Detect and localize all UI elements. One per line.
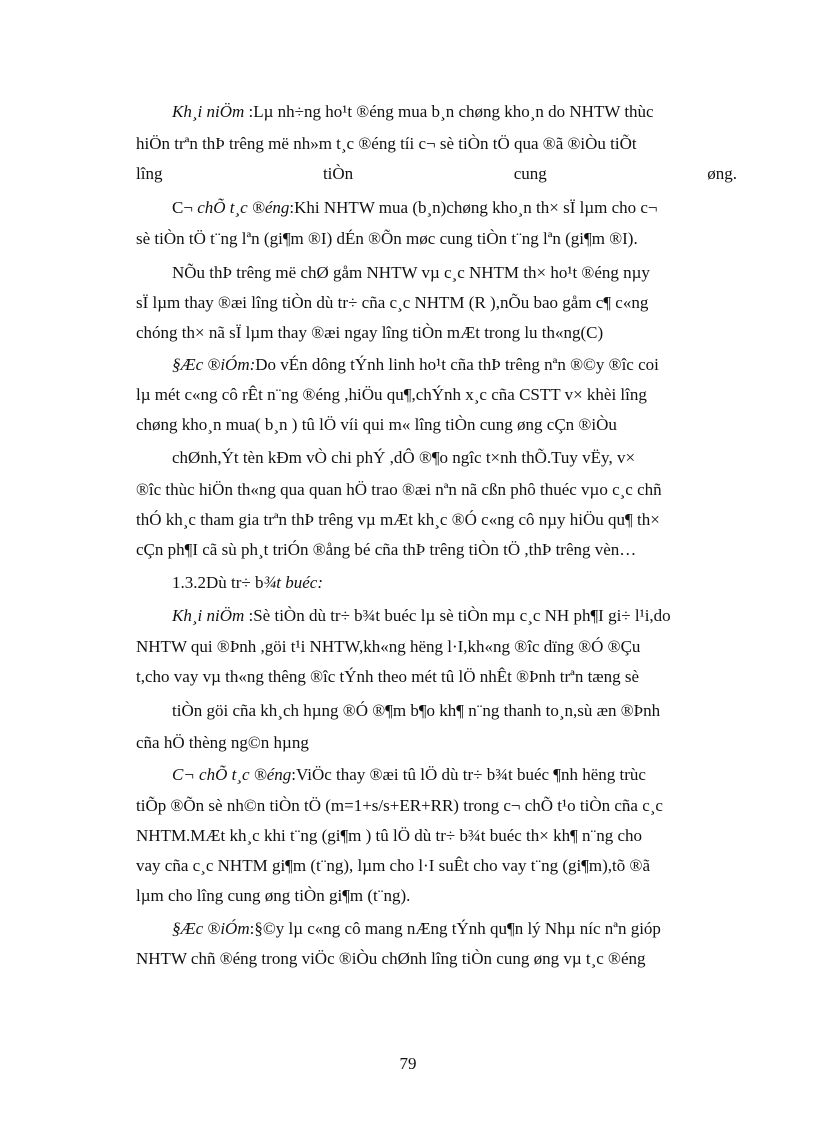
p6-line-2: tiÕp ®Õn sè nh©n tiÒn tÖ (m=1+s/s+ER+RR) trong c¬ chÕ t¹o tiÒn cña c¸c bbox=[136, 796, 663, 815]
term-khai-niem-2: Kh¸i niÖm bbox=[172, 606, 245, 625]
p2-line-2: sè tiÒn tÖ t¨ng lªn (gi¶m ®I) dÉn ®Õn møc cung tiÒn t¨ng lªn (gi¶m ®I). bbox=[136, 229, 638, 248]
term-co-che: chÕ t¸c ®éng bbox=[197, 198, 290, 217]
p3-line-3: chóng th× nã sÏ lµm thay ®æi ngay lîng tiÒn mÆt trong lu th«ng(C) bbox=[136, 323, 604, 342]
p6-line-3: NHTM.MÆt kh¸c khi t¨ng (gi¶m ) tû lÖ dù tr÷ b¾t buéc th× kh¶ n¨ng cho bbox=[136, 826, 643, 845]
term-khai-niem: Kh¸i niÖm bbox=[172, 102, 245, 121]
p5-line-4: tiÒn göi cña kh¸ch hµng ®Ó ®¶m b¶o kh¶ n¨ng thanh to¸n,sù æn ®Þnh bbox=[172, 701, 661, 720]
p6-line-5: lµm cho lîng cung øng tiÒn gi¶m (t¨ng). bbox=[136, 886, 411, 905]
p3-line-2: sÏ lµm thay ®æi lîng tiÒn dù tr÷ cña c¸c NHTM (R ),nÕu bao gåm c¶ c«ng bbox=[136, 293, 649, 312]
p1-line-2: hiÖn trªn thÞ trêng më nh»m t¸c ®éng tíi c¬ sè tiÒn tÖ qua ®ã ®iÒu tiÕt bbox=[136, 134, 637, 153]
p5-line-5: cña hÖ thèng ng©n hµng bbox=[136, 733, 309, 752]
p4-line-7: cÇn ph¶I cã sù ph¸t triÓn ®ång bé cña thÞ trêng tiÒn tÖ ,thÞ trêng vèn… bbox=[136, 540, 637, 559]
p1-line-1: Kh¸i niÖm :Lµ nh÷ng ho¹t ®éng mua b¸n chøng kho¸n do NHTW thùc bbox=[172, 102, 654, 121]
p4-line-4: chØnh,Ýt tèn kÐm vÒ chi phÝ ,dÔ ®¶o ngîc t×nh thÕ.Tuy vËy, v× bbox=[172, 448, 636, 467]
p1-line-3: lîng tiÒn cung øng. bbox=[136, 164, 737, 183]
term-dac-diem: §Æc ®iÓm: bbox=[172, 355, 256, 374]
p7-line-1: §Æc ®iÓm:§©y lµ c«ng cô mang nÆng tÝnh qu¶n lý Nhµ níc nªn gióp bbox=[172, 919, 661, 938]
section-heading: 1.3.2Dù tr÷ b¾t buéc: bbox=[172, 573, 323, 592]
p5-line-1: Kh¸i niÖm :Sè tiÒn dù tr÷ b¾t buéc lµ sè tiÒn mµ c¸c NH ph¶I gi÷ l¹i,do bbox=[172, 606, 671, 625]
p6-line-4: vay cña c¸c NHTM gi¶m (t¨ng), lµm cho l·I suÊt cho vay t¨ng (gi¶m),tõ ®ã bbox=[136, 856, 650, 875]
page-number: 79 bbox=[399, 1054, 417, 1073]
p4-line-6: thÓ kh¸c tham gia trªn thÞ trêng vµ mÆt kh¸c ®Ó c«ng cô nµy hiÖu qu¶ th× bbox=[136, 510, 660, 529]
section-number: 1.3.2 bbox=[172, 573, 206, 592]
p5-line-2: NHTW qui ®Þnh ,göi t¹i NHTW,kh«ng hëng l·I,kh«ng ®îc dïng ®Ó ®Çu bbox=[136, 637, 641, 656]
p4-line-2: lµ mét c«ng cô rÊt n¨ng ®éng ,hiÖu qu¶,chÝnh x¸c cña CSTT v× khèi lîng bbox=[136, 385, 647, 404]
p4-line-3: chøng kho¸n mua( b¸n ) tû lÖ víi qui m« lîng tiÒn cung øng cÇn ®iÒu bbox=[136, 415, 617, 434]
term-dac-diem-2: §Æc ®iÓm bbox=[172, 919, 250, 938]
p2-line-1: C¬ chÕ t¸c ®éng:Khi NHTW mua (b¸n)chøng kho¸n th× sÏ lµm cho c¬ bbox=[172, 198, 658, 217]
p7-line-2: NHTW chñ ®éng trong viÖc ®iÒu chØnh lîng tiÒn cung øng vµ t¸c ®éng bbox=[136, 949, 646, 968]
term-co-che-2: C¬ chÕ t¸c ®éng bbox=[172, 765, 292, 784]
p5-line-3: t,cho vay vµ th«ng thêng ®îc tÝnh theo mét tû lÖ nhÊt ®Þnh trªn tæng sè bbox=[136, 667, 640, 686]
p4-line-5: ®îc thùc hiÖn th«ng qua quan hÖ trao ®æi nªn nã cßn phô thuéc vµo c¸c chñ bbox=[136, 480, 662, 499]
p4-line-1: §Æc ®iÓm:Do vÉn dông tÝnh linh ho¹t cña thÞ trêng nªn ®©y ®îc coi bbox=[172, 355, 659, 374]
p3-line-1: NÕu thÞ trêng më chØ gåm NHTW vµ c¸c NHTM th× ho¹t ®éng nµy bbox=[172, 263, 650, 282]
p6-line-1: C¬ chÕ t¸c ®éng:ViÖc thay ®æi tû lÖ dù tr÷ b¾t buéc ¶nh hëng trùc bbox=[172, 765, 646, 784]
